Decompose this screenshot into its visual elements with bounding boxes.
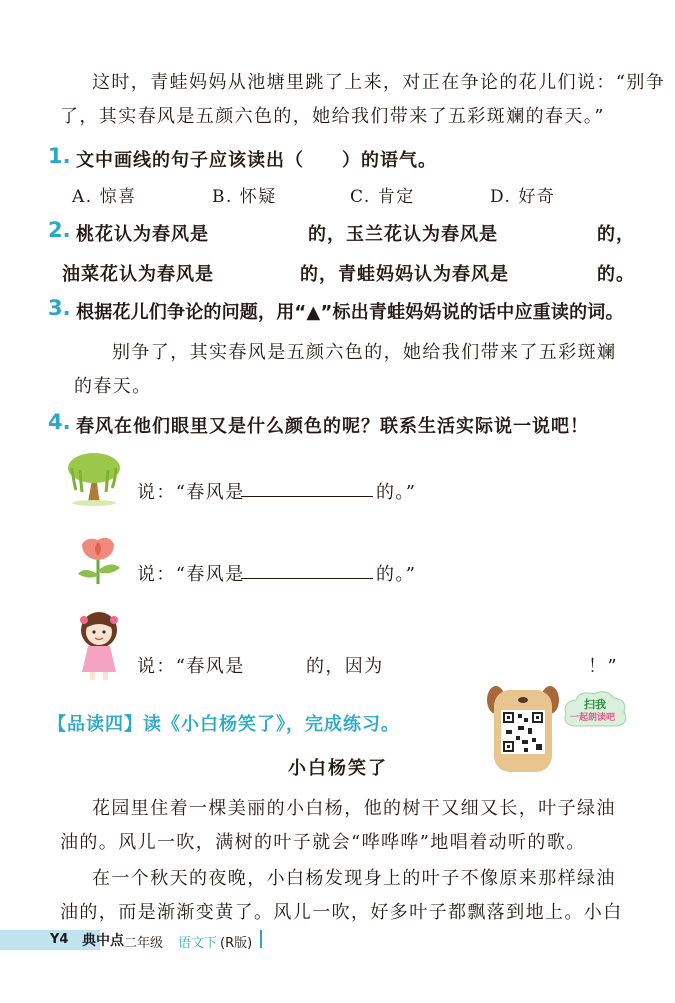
question-3-number: 3. xyxy=(48,296,71,320)
q4-row2-prefix: 说：“春风是 xyxy=(137,564,245,585)
q3-quote-line-2: 的春天。 xyxy=(74,376,152,397)
question-4-text: 春风在他们眼里又是什么颜色的呢？联系生活实际说一说吧！ xyxy=(76,416,589,437)
qr-badge-line-2: 一起朗读吧 xyxy=(570,713,616,723)
q4-row1-suffix: 的。” xyxy=(376,482,417,503)
page-number: Y4 xyxy=(50,932,69,947)
qr-badge-line-1: 扫我 xyxy=(584,698,606,711)
q4-row1-blank[interactable] xyxy=(241,496,373,497)
passage-p1-line-1: 花园里住着一棵美丽的小白杨，他的树干又细又长，叶子绿油 xyxy=(92,798,616,819)
q3-quote-line-1: 别争了，其实春风是五颜六色的，她给我们带来了五彩斑斓 xyxy=(112,342,617,363)
q2-line1-part-a: 桃花认为春风是 xyxy=(76,224,209,245)
footer-subject: 语文下 xyxy=(178,936,218,951)
q4-row3-suffix: ！” xyxy=(588,656,619,677)
q2-line2-part-b: 的，青蛙妈妈认为春风是 xyxy=(300,264,509,285)
q1-option-a[interactable]: A. 惊喜 xyxy=(72,187,137,207)
flower-icon xyxy=(72,530,124,586)
series-logo: 典中点 xyxy=(82,933,124,949)
q4-row3-middle: 的，因为 xyxy=(306,656,384,677)
question-4-number: 4. xyxy=(48,410,71,434)
girl-icon xyxy=(74,610,124,684)
q2-line2-part-a: 油菜花认为春风是 xyxy=(62,264,214,285)
footer-edition: (R版) xyxy=(220,936,253,951)
section-4-heading: 【品读四】读《小白杨笑了》，完成练习。 xyxy=(48,714,400,735)
footer-divider xyxy=(260,930,262,948)
question-1-text: 文中画线的句子应该读出（ ）的语气。 xyxy=(76,150,437,171)
question-2-number: 2. xyxy=(48,218,71,242)
willow-tree-icon xyxy=(66,450,124,506)
q2-line1-part-b: 的，玉兰花认为春风是 xyxy=(308,224,498,245)
passage-p1-line-2: 油的。风儿一吹，满树的叶子就会“哗哗哗”地唱着动听的歌。 xyxy=(60,832,586,853)
q1-option-b[interactable]: B. 怀疑 xyxy=(212,187,277,207)
passage-p2-line-2: 油的，而是渐渐变黄了。风儿一吹，好多叶子都飘落到地上。小白 xyxy=(60,902,623,923)
intro-line-1: 这时，青蛙妈妈从池塘里跳了上来，对正在争论的花儿们说：“别争 xyxy=(92,72,666,93)
q4-row2-blank[interactable] xyxy=(241,578,373,579)
qr-code-icon[interactable] xyxy=(486,686,560,774)
q2-line2-part-c: 的。 xyxy=(597,264,635,285)
q1-option-c[interactable]: C. 肯定 xyxy=(350,187,415,207)
intro-line-2: 了，其实春风是五颜六色的，她给我们带来了五彩斑斓的春天。” xyxy=(60,106,605,127)
question-3-text: 根据花儿们争论的问题，用“▲”标出青蛙妈妈说的话中应重读的词。 xyxy=(76,302,624,323)
q4-row3-prefix: 说：“春风是 xyxy=(137,656,245,677)
passage-title: 小白杨笑了 xyxy=(288,758,388,779)
question-1-number: 1. xyxy=(48,144,71,168)
q4-row1-prefix: 说：“春风是 xyxy=(137,482,245,503)
q2-line1-part-c: 的， xyxy=(597,224,635,245)
footer-grade: 二年级 xyxy=(124,936,164,951)
q4-row2-suffix: 的。” xyxy=(376,564,417,585)
q1-option-d[interactable]: D. 好奇 xyxy=(490,187,556,207)
passage-p2-line-1: 在一个秋天的夜晚，小白杨发现身上的叶子不像原来那样绿油 xyxy=(92,868,616,889)
